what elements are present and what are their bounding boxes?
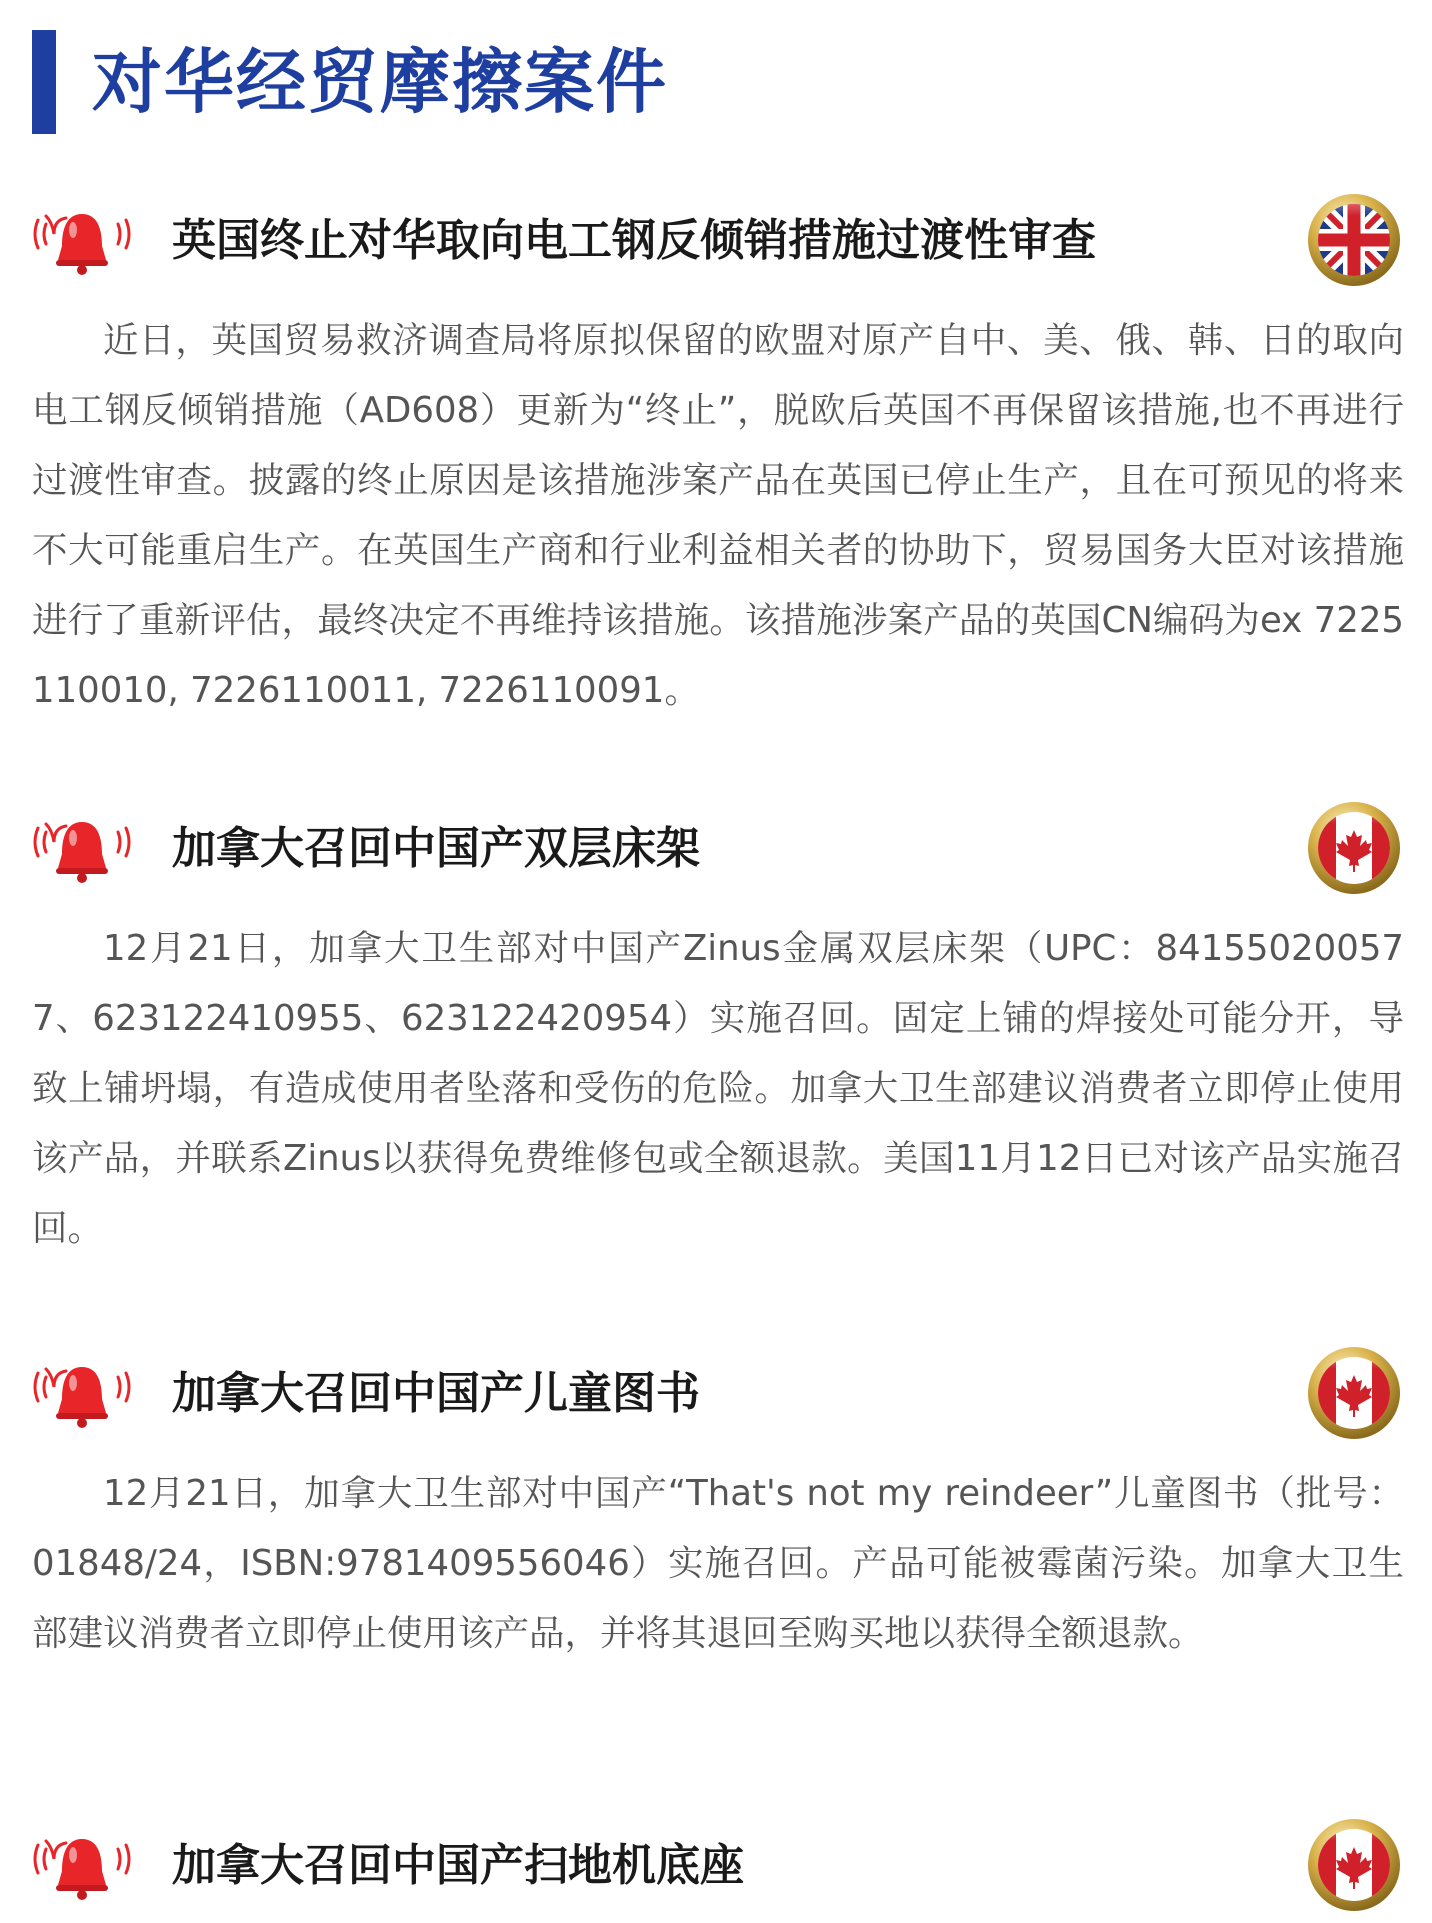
article [0, 796, 1432, 1249]
canada-flag-icon [1306, 800, 1402, 896]
article-body: 12月21日，加拿大卫生部对中国产Zinus金属双层床架（UPC：841550200577、623122410955、623122420954）实施召回。固定上铺的焊接处可能分开，导致上铺坍塌，有造成使用者坠落和受伤的危险。加拿大卫生部建议消费者立即停止使用该产品，并联系Zinus以获得免费维修包或全额退款。美国11月12日已对该产品实施召回。 [32, 928, 1404, 1249]
canada-flag-icon [1306, 1817, 1402, 1913]
alarm-bell-icon [26, 1361, 138, 1431]
alarm-bell-icon [26, 1833, 138, 1903]
article-body: 12月21日，加拿大卫生部对中国产“That's not my reindeer”儿童图书（批号：01848/24，ISBN:9781409556046）实施召回。产品可能被霉菌污染。加拿大卫生部建议消费者立即停止使用该产品，并将其退回至购买地以获得全额退款。 [32, 1473, 1404, 1654]
article-title: 英国终止对华取向电工钢反倾销措施过渡性审查 [172, 215, 1096, 266]
article-title: 加拿大召回中国产儿童图书 [172, 1368, 700, 1419]
article [0, 188, 1432, 711]
canada-flag-icon [1306, 1345, 1402, 1441]
accent-bar [32, 30, 56, 134]
article-header [0, 1341, 1432, 1451]
article-header [0, 188, 1432, 298]
alarm-bell-icon [26, 208, 138, 278]
article-header [0, 796, 1432, 906]
section-title: 对华经贸摩擦案件 [92, 41, 668, 123]
alarm-bell-icon [26, 816, 138, 886]
article [0, 1813, 1432, 1923]
article-title: 加拿大召回中国产双层床架 [172, 823, 700, 874]
article-header [0, 1813, 1432, 1923]
article-title: 加拿大召回中国产扫地机底座 [172, 1840, 744, 1891]
article [0, 1341, 1432, 1654]
article-body: 近日，英国贸易救济调查局将原拟保留的欧盟对原产自中、美、俄、韩、日的取向电工钢反倾销措施（AD608）更新为“终止”，脱欧后英国不再保留该措施,也不再进行过渡性审查。披露的终止原因是该措施涉案产品在英国已停止生产，且在可预见的将来不大可能重启生产。在英国生产商和行业利益相关者的协助下，贸易国务大臣对该措施进行了重新评估，最终决定不再维持该措施。该措施涉案产品的英国CN编码为ex 7225110010, 7226110011, 7226110091。 [32, 320, 1404, 711]
uk-flag-icon [1306, 192, 1402, 288]
section-header [32, 30, 668, 134]
